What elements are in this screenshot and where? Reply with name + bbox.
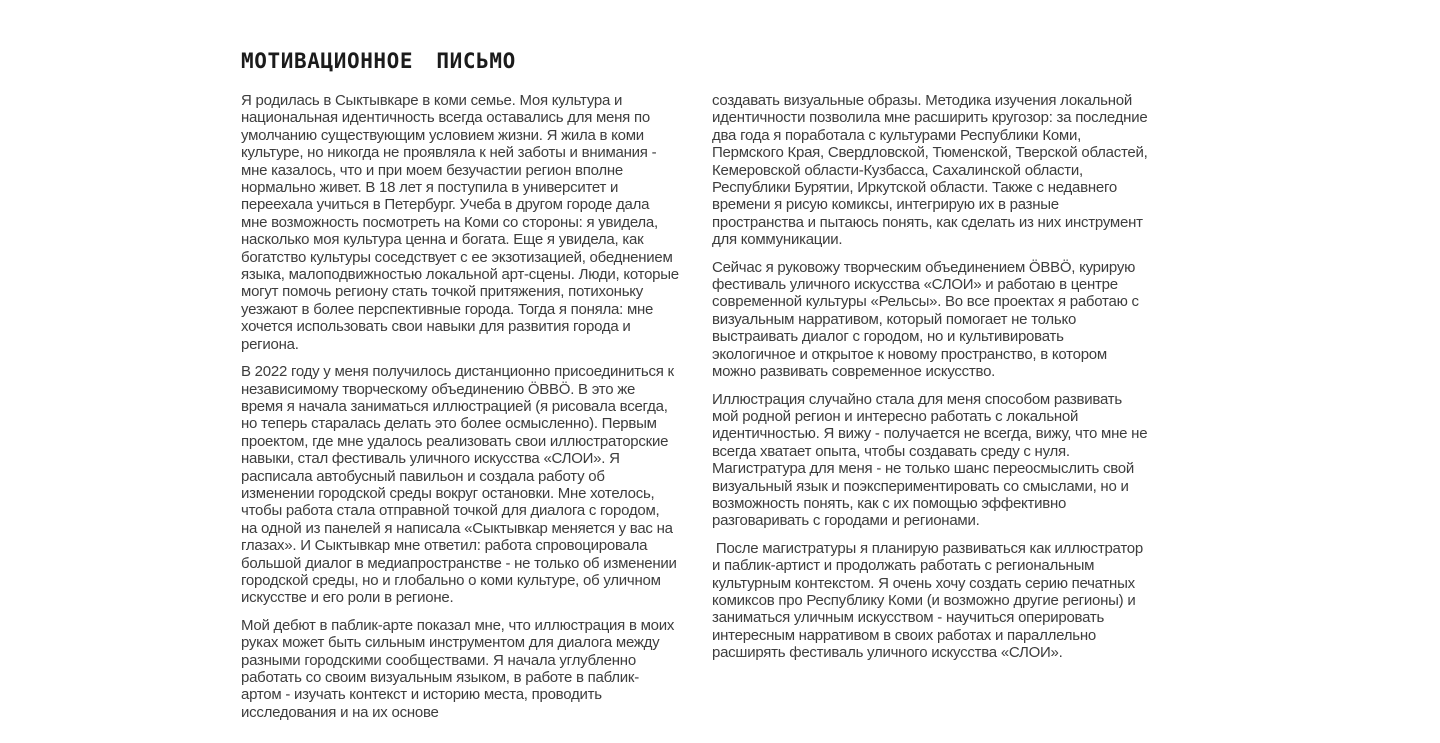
- paragraph: создавать визуальные образы. Методика изучения локальной идентичности позволила мне расширить кругозор: за последние два года я поработала с культурами Республики Коми, Пермского Края, Свердловской, Тюменской, Тверской областей, Кемеровской области-Кузбасса, Сахалинской области, Республики Бурятии, Иркутской области. Также с недавнего времени я рисую комиксы, интегрирую их в разные пространства и пытаюсь понять, как сделать из них инструмент для коммуникации.: [712, 92, 1152, 249]
- motivation-letter-page: [241, 51, 1150, 721]
- paragraph: Мой дебют в паблик-арте показал мне, что иллюстрация в моих руках может быть сильным инструментом для диалога между разными городскими сообществами. Я начала углубленно работать со своим визуальным языком, в работе в паблик-артом - изучать контекст и историю места, проводить исследования и на их основе: [241, 616, 679, 721]
- paragraph: Иллюстрация случайно стала для меня способом развивать мой родной регион и интересно работать с локальной идентичностью. Я вижу - получается не всегда, вижу, что мне не всегда хватает опыта, чтобы создавать среду с нуля. Магистратура для меня - не только шанс переосмыслить свой визуальный язык и поэкспериментировать со смыслами, но и возможность понять, как с их помощью эффективно разговаривать с городами и регионами.: [712, 390, 1152, 530]
- right-column: [712, 92, 1150, 721]
- paragraph: Сейчас я руковожу творческим объединением ÖВВÖ, курирую фестиваль уличного искусства «СЛОИ» и работаю в центре современной культуры «Рельсы». Во все проектах я работаю с визуальным нарративом, который помогает не только выстраивать диалог с городом, но и культивировать экологичное и открытое к новому пространство, в котором можно развивать современное искусство.: [712, 258, 1143, 381]
- left-column: [241, 92, 683, 721]
- paragraph: Я родилась в Сыктывкаре в коми семье. Моя культура и национальная идентичность всегда оставались для меня по умолчанию существующим условием жизни. Я жила в коми культуре, но никогда не проявляла к ней заботы и внимания - мне казалось, что и при моем безучастии регион вполне нормально живет. В 18 лет я поступила в университет и переехала учиться в Петербург. Учеба в другом городе дала мне возможность посмотреть на Коми со стороны: я увидела, насколько моя культура ценна и богата. Еще я увидела, как богатство культуры соседствует с ее экзотизацией, обеднением языка, малоподвижностью локальной арт-сцены. Люди, которые могут помочь региону стать точкой притяжения, потихоньку уезжают в более перспективные города. Тогда я поняла: мне хочется использовать свои навыки для развития города и региона.: [241, 92, 683, 353]
- page-title: МОТИВАЦИОННОЕ ПИСЬМО: [241, 49, 516, 73]
- paragraph: После магистратуры я планирую развиваться как иллюстратор и паблик-артист и продолжать работать с региональным культурным контекстом. Я очень хочу создать серию печатных комиксов про Республику Коми (и возможно другие регионы) и заниматься уличным искусством - научиться оперировать интересным нарративом в своих работах и параллельно расширять фестиваль уличного искусства «СЛОИ».: [712, 539, 1147, 662]
- paragraph: В 2022 году у меня получилось дистанционно присоединиться к независимому творческому объединению ÖВВÖ. В это же время я начала заниматься иллюстрацией (я рисовала всегда, но теперь старалась делать это более осмысленно). Первым проектом, где мне удалось реализовать свои иллюстраторские навыки, стал фестиваль уличного искусства «СЛОИ». Я расписала автобусный павильон и создала работу об изменении городской среды вокруг остановки. Мне хотелось, чтобы работа стала отправной точкой для диалога с городом, на одной из панелей я написала «Сыктывкар меняется у вас на глазах». И Сыктывкар мне ответил: работа спровоцировала большой диалог в медиапространстве - не только об изменении городской среды, но и глобально о коми культуре, об уличном искусстве и его роли в регионе.: [241, 363, 681, 607]
- text-columns: [241, 92, 1150, 721]
